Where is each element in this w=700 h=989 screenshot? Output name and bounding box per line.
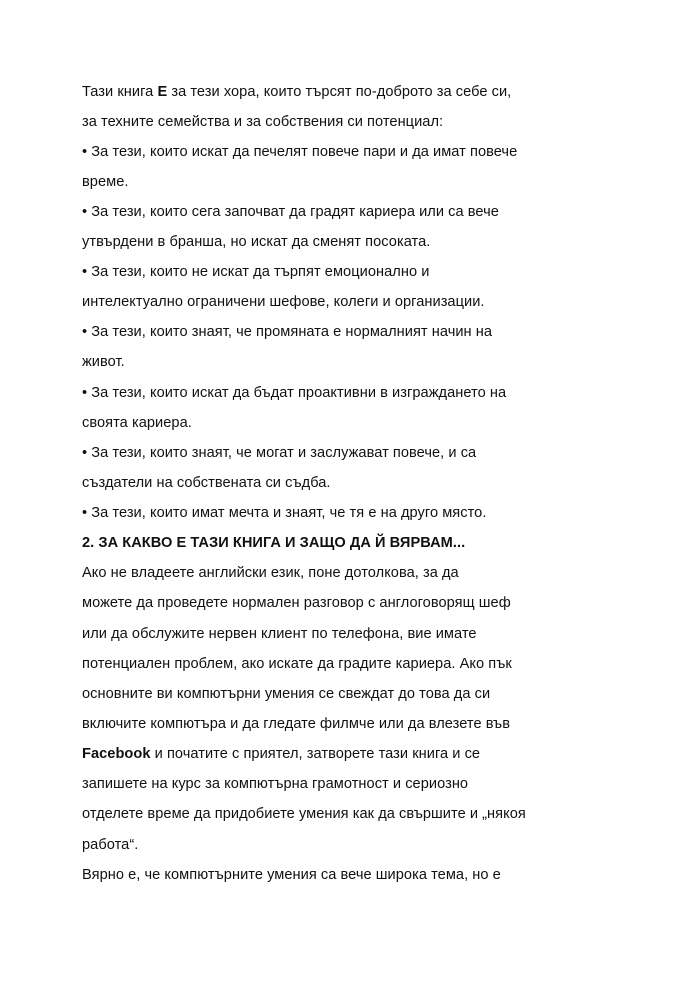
text-line: създатели на собствената си съдба. <box>82 475 331 491</box>
bullet-item: • За тези, които искат да печелят повече пари и да имат повече <box>82 144 518 160</box>
text-line: или да обслужите нервен клиент по телефона, вие имате <box>82 626 477 642</box>
text-line: Facebook и початите с приятел, затворете тази книга и се <box>82 746 481 762</box>
emphasis-text: Facebook <box>82 746 151 762</box>
bullet-item: • За тези, които имат мечта и знаят, че тя е на друго място. <box>82 505 487 521</box>
text-line: утвърдени в бранша, но искат да сменят посоката. <box>82 234 431 250</box>
bullet-item: • За тези, които не искат да търпят емоционално и <box>82 264 430 280</box>
text-line: потенциален проблем, ако искате да градите кариера. Ако пък <box>82 656 512 672</box>
text-line: можете да проведете нормален разговор с англоговорящ шеф <box>82 595 511 611</box>
section-heading: 2. ЗА КАКВО Е ТАЗИ КНИГА И ЗАЩО ДА Й ВЯРВАМ... <box>82 535 466 551</box>
text-line: работа“. <box>82 837 139 853</box>
bullet-item: • За тези, които знаят, че могат и заслужават повече, и са <box>82 445 477 461</box>
text-line: основните ви компютърни умения се свеждат до това да си <box>82 686 491 702</box>
bullet-item: • За тези, които искат да бъдат проактивни в изграждането на <box>82 385 507 401</box>
text-line: Ако не владеете английски език, поне дотолкова, за да <box>82 565 459 581</box>
text-line: време. <box>82 174 129 190</box>
text-line: Тази книга Е за тези хора, които търсят по-доброто за себе си, <box>82 84 512 100</box>
bullet-item: • За тези, които сега започват да градят кариера или са вече <box>82 204 499 220</box>
emphasis-text: Е <box>157 84 168 100</box>
text-line: интелектуално ограничени шефове, колеги и организации. <box>82 294 485 310</box>
bullet-item: • За тези, които знаят, че промяната е нормалният начин на <box>82 324 493 340</box>
text-line: включите компютъра и да гледате филмче или да влезете във <box>82 716 511 732</box>
text-line: Вярно е, че компютърните умения са вече широка тема, но е <box>82 867 501 883</box>
text-line: отделете време да придобиете умения как да свършите и „някоя <box>82 806 526 822</box>
text-line: своята кариера. <box>82 415 192 431</box>
text-line: за техните семейства и за собствения си потенциал: <box>82 114 444 130</box>
text-line: запишете на курс за компютърна грамотност и сериозно <box>82 776 469 792</box>
text-line: живот. <box>82 354 125 370</box>
